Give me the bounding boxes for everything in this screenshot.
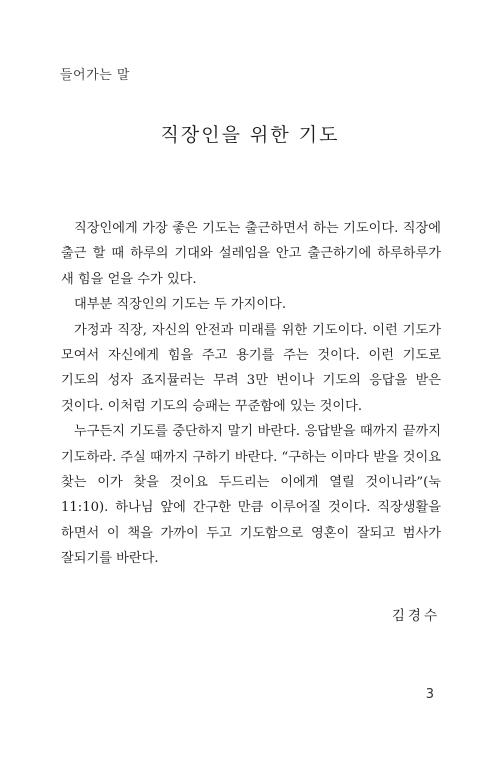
author-signature: 김경수 bbox=[391, 608, 440, 624]
page-title: 직장인을 위한 기도 bbox=[160, 124, 340, 146]
paragraph-1: 직장인에게 가장 좋은 기도는 출근하면서 하는 기도이다. 직장에 출근 할 때 하루의 기대와 설레임을 안고 출근하기에 하루하루가 새 힘을 얻을 수가 있다. bbox=[61, 221, 441, 287]
section-label: 들어가는 말 bbox=[60, 68, 130, 83]
page-number: 3 bbox=[425, 687, 434, 702]
body-text bbox=[61, 216, 441, 572]
paragraph-2: 대부분 직장인의 기도는 두 가지이다. bbox=[74, 297, 287, 313]
paragraph-3: 가정과 직장, 자신의 안전과 미래를 위한 기도이다. 이런 기도가 모여서 자신에게 힘을 주고 용기를 주는 것이다. 이런 기도로 기도의 성자 죠지뮬러는 무려 3만 번이나 기도의 응답을 받은 것이다. 이처럼 기도의 승패는 꾸준함에 있는 것이다. bbox=[61, 322, 441, 414]
paragraph-4: 누구든지 기도를 중단하지 말기 바란다. 응답받을 때까지 끝까지 기도하라. 주실 때까지 구하기 바란다. “구하는 이마다 받을 것이요 찾는 이가 찾을 것이요 두드리는 이에게 열릴 것이니라”(눅 11:10). 하나님 앞에 간구한 만큼 이루어질 것이다. 직장생활을 하면서 이 책을 가까이 두고 기도함으로 영혼이 잘되고 범사가 잘되기를 바란다. bbox=[61, 424, 441, 567]
